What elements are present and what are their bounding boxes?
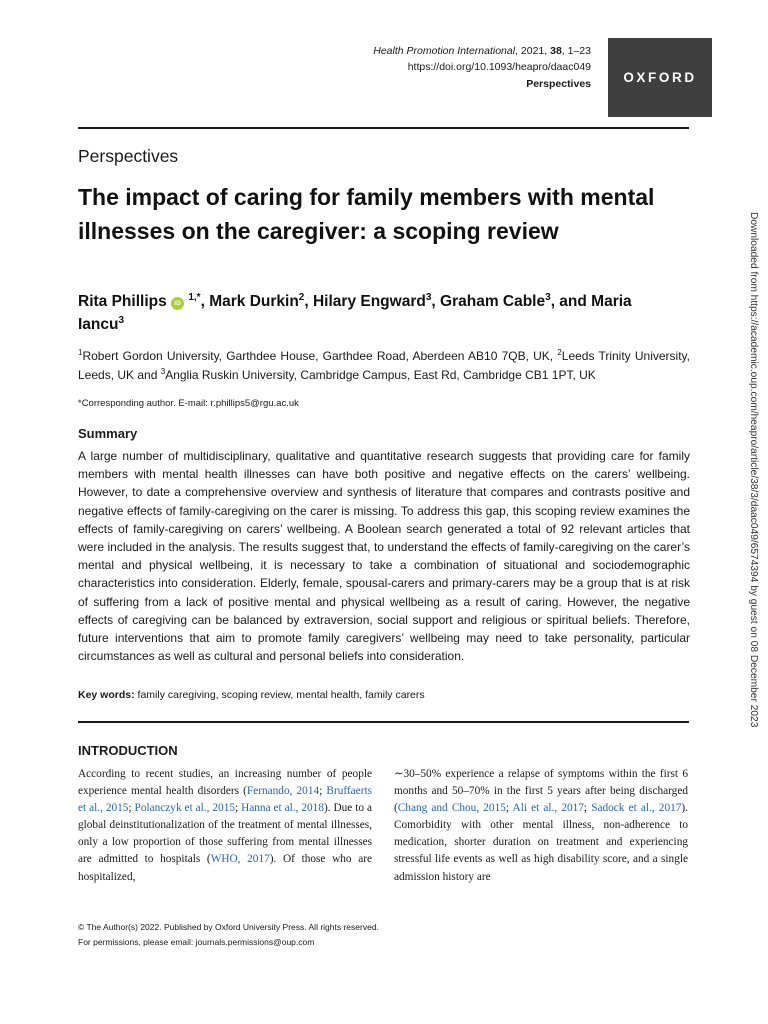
body-text: According to recent studies, an increasing number of people experience mental health disorders ( <box>78 768 372 798</box>
citation-link[interactable]: Chang and Chou, 2015 <box>397 802 506 815</box>
download-watermark: Downloaded from https://academic.oup.com/heapro/article/38/3/daac049/6574394 by guest on 08 December 2023 <box>748 212 759 728</box>
journal-year: , 2021, <box>515 45 551 57</box>
corresponding-author: *Corresponding author. E-mail: r.phillips5@rgu.ac.uk <box>78 398 299 409</box>
body-text: ). Due to a global deinstitutionalization of the treatment of mental illnesses, only a low proportion of those suffering from mental illnesses are admitted to hospitals ( <box>78 802 373 866</box>
affiliations: $^1$Robert Gordon University, Garthdee House, Garthdee Road, Aberdeen AB10 7QB, UK, $^2$Leeds Trinity University, Leeds, UK and $^3$Anglia Ruskin University, Cambridge Campus, East Rd, Cambridge CB1 1PT, UK <box>78 348 690 382</box>
author-affiliation-marker: 3 <box>425 291 432 303</box>
article-section-label: Perspectives <box>78 146 179 166</box>
copyright-line: © The Author(s) 2022. Published by Oxford University Press. All rights reserved. <box>78 922 379 932</box>
journal-pages: , 1–23 <box>561 45 591 57</box>
author-name[interactable]: Mark Durkin <box>209 293 299 310</box>
orcid-icon[interactable]: iD <box>171 297 184 310</box>
journal-volume: 38 <box>550 45 562 57</box>
citation-link[interactable]: WHO, 2017 <box>210 853 270 866</box>
oxford-logo: OXFORD <box>608 38 712 117</box>
journal-name: Health Promotion International <box>373 45 516 57</box>
keywords-list: family caregiving, scoping review, mental health, family carers <box>134 689 425 701</box>
body-text: ; <box>319 785 327 798</box>
doi-link[interactable]: https://doi.org/10.1093/heapro/daac049 <box>407 60 591 73</box>
author-affiliation-marker: 1,* <box>188 291 201 303</box>
body-text: ∼30–50% experience a relapse of symptoms within the first 6 months and 50–70% in the first 5 years after being discharged ( <box>394 768 688 815</box>
body-text: ). Comorbidity with other mental illness, non-adherence to medication, shorter duration on treatment and experiencing stressful life events as well as high disability score, and a single admission history are <box>394 802 688 883</box>
citation-link[interactable]: Bruffaerts et al., 2015 <box>78 785 372 815</box>
header-section-label: Perspectives <box>526 78 591 90</box>
body-text: ; <box>505 802 513 815</box>
keywords-label: Key words: <box>78 689 135 701</box>
body-text: ). Of those who are hospitalized, <box>78 853 372 883</box>
author-affiliation-marker: 3 <box>118 314 125 326</box>
summary-text: A large number of multidisciplinary, qualitative and quantitative research suggests that providing care for family members with mental health illnesses can have both positive and negative effects on the carers’ wellbeing. However, to date a comprehensive overview and synthesis of literature that compares and contrasts positive and negative effects of family-caregiving on the carer is missing. To address this gap, this scoping review examines the effects of family-caregiving on carers’ wellbeing. A Boolean search generated a total of 92 relevant articles that were included in the analysis. The results suggest that, to understand the effects of family-caregiving on the carer’s mental and physical wellbeing, it is necessary to take a combination of situational and sociodemographic characteristics into consideration. Elderly, female, spousal-carers and primary-carers may be a group that is at risk of suffering from a lack of positive mental and physical wellbeing as a result of caring. However, the negative effects of caregiving can be balanced by extraversion, social support and religious or spiritual beliefs. Therefore, future interventions that aim to promote family caregivers’ wellbeing may need to take personality, particular circumstances as well as cultural and personal beliefs into consideration. <box>78 449 690 664</box>
author-name[interactable]: Hilary Engward <box>312 293 426 310</box>
citation-link[interactable]: Polanczyk et al., 2015 <box>134 802 235 815</box>
body-text: ; <box>235 802 242 815</box>
body-text: ; <box>583 802 592 815</box>
article-title: The impact of caring for family members with mental illnesses on the caregiver: a scoping review <box>78 184 655 244</box>
introduction-column-2 <box>394 766 688 886</box>
header-divider <box>78 127 689 129</box>
author-affiliation-marker: 3 <box>545 291 551 303</box>
citation-link[interactable]: Ali et al., 2017 <box>512 802 584 815</box>
citation-link[interactable]: Sadock et al., 2017 <box>591 802 682 815</box>
summary-heading: Summary <box>78 426 138 441</box>
author-name[interactable]: Graham Cable <box>440 293 546 310</box>
abstract-divider <box>78 721 689 723</box>
journal-citation <box>373 44 591 60</box>
keywords <box>78 689 690 701</box>
journal-header <box>373 44 591 93</box>
author-affiliation-marker: 2 <box>298 291 305 303</box>
body-text: ; <box>128 802 135 815</box>
permissions-line: For permissions, please email: journals.permissions@oup.com <box>78 937 315 947</box>
author-list: Rita Phillips iD $^{1,*}$, Mark Durkin$^2$, Hilary Engward$^3$, Graham Cable$^3$, and Maria Iancu$^3$ <box>78 291 632 333</box>
citation-link[interactable]: Fernando, 2014 <box>246 785 320 798</box>
introduction-column-1 <box>78 766 372 886</box>
citation-link[interactable]: Hanna et al., 2018 <box>241 802 324 815</box>
introduction-heading: INTRODUCTION <box>78 743 178 758</box>
author-name[interactable]: Rita Phillips <box>78 293 167 310</box>
author-name[interactable]: Maria Iancu <box>78 293 632 333</box>
copyright-footer <box>78 920 379 950</box>
